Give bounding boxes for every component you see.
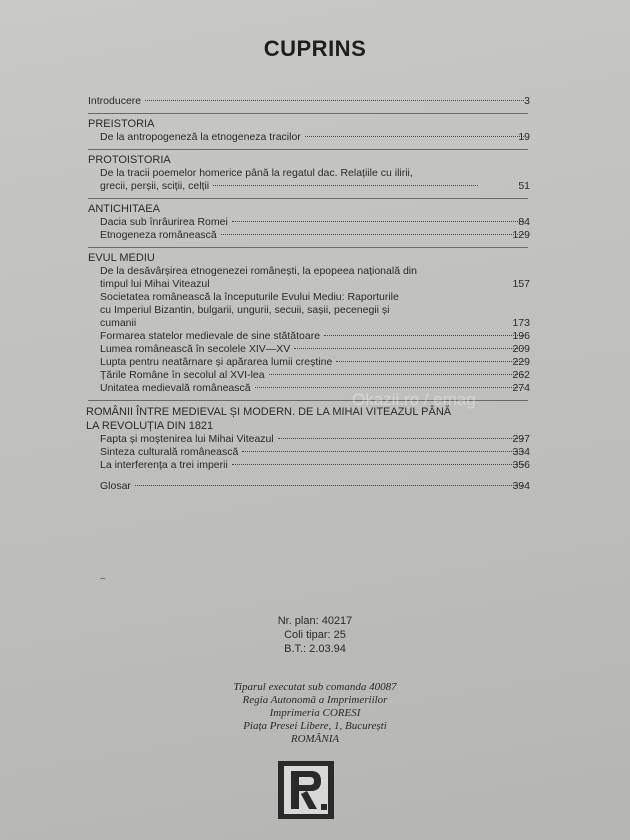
heading-line: ROMÂNII ÎNTRE MEDIEVAL ȘI MODERN. DE LA MIHAI VITEAZUL PÂNĂ — [86, 406, 452, 418]
stray-mark: ~ — [100, 574, 106, 585]
leader-dots — [145, 100, 524, 101]
heading-line: LA REVOLUȚIA DIN 1821 — [86, 420, 214, 432]
toc-entry[interactable] — [88, 446, 528, 459]
toc-entry[interactable] — [88, 131, 528, 144]
toc-label: Fapta și moștenirea lui Mihai Viteazul — [100, 433, 274, 445]
toc-label: De la antropogeneză la etnogeneza tracilor — [100, 131, 301, 143]
toc-entry[interactable] — [88, 330, 528, 343]
toc-page: 196 — [512, 330, 530, 342]
imprint-plan: Nr. plan: 40217 — [277, 615, 353, 627]
leader-dots — [294, 348, 524, 349]
toc-entry[interactable] — [88, 291, 528, 330]
toc-entry[interactable] — [88, 216, 528, 229]
toc-entry[interactable] — [88, 167, 528, 193]
toc-page: 394 — [512, 480, 530, 492]
section-divider — [88, 149, 528, 150]
toc-label-line: cu Imperiul Bizantin, bulgarii, ungurii, secuii, sașii, pecenegii și — [100, 304, 390, 316]
leader-dots — [269, 374, 524, 375]
toc-page: 297 — [512, 433, 530, 445]
printer-line: Imprimeria CORESI — [269, 707, 361, 719]
toc-page: 209 — [512, 343, 530, 355]
imprint-block — [0, 614, 630, 656]
toc-page: 84 — [518, 216, 530, 228]
toc-page: 51 — [518, 180, 530, 192]
toc-label-line: De la desăvârșirea etnogenezei românești, la epopeea națională din — [100, 265, 417, 277]
toc-label-line: De la tracii poemelor homerice până la regatul dac. Relațiile cu ilirii, — [100, 167, 413, 179]
imprint-coli: Coli tipar: 25 — [284, 629, 346, 641]
toc-page: 129 — [512, 229, 530, 241]
toc-label: Unitatea medievală românească — [100, 382, 251, 394]
leader-dots — [232, 464, 524, 465]
section-heading-evul-mediu: EVUL MEDIU — [88, 252, 155, 264]
section-heading-protoistoria: PROTOISTORIA — [88, 154, 171, 166]
toc-entry[interactable] — [88, 343, 528, 356]
toc-page: 19 — [518, 131, 530, 143]
leader-dots — [255, 387, 524, 388]
toc-page: 356 — [512, 459, 530, 471]
toc-entry[interactable] — [88, 229, 528, 242]
toc-page: 334 — [512, 446, 530, 458]
publisher-logo-icon — [277, 760, 335, 820]
leader-dots — [221, 234, 524, 235]
toc-label: Lumea românească în secolele XIV—XV — [100, 343, 291, 355]
toc-label: Lupta pentru neatârnare și apărarea lumii creștine — [100, 356, 333, 368]
toc-label: Etnogeneza românească — [100, 229, 217, 241]
toc-page: 229 — [512, 356, 530, 368]
toc-label-line: timpul lui Mihai Viteazul — [100, 278, 210, 290]
toc-page: 173 — [512, 317, 530, 329]
section-divider — [88, 113, 528, 114]
toc-page: 157 — [512, 278, 530, 290]
toc-entry[interactable] — [88, 459, 528, 472]
toc-entry[interactable] — [88, 265, 528, 291]
leader-dots — [232, 221, 524, 222]
toc-entry[interactable] — [88, 369, 528, 382]
printer-info — [0, 681, 630, 746]
toc-entry[interactable] — [88, 433, 528, 446]
toc-page: 262 — [512, 369, 530, 381]
section-heading-preistoria: PREISTORIA — [88, 118, 155, 130]
printer-line: ROMÂNIA — [290, 733, 340, 745]
leader-dots — [242, 451, 524, 452]
leader-dots — [305, 136, 524, 137]
page-title: CUPRINS — [263, 36, 367, 61]
leader-dots — [278, 438, 524, 439]
toc-label-line: cumanii — [100, 317, 137, 329]
toc-page: 3 — [524, 95, 530, 107]
printer-line: Piața Presei Libere, 1, București — [243, 720, 387, 732]
section-divider — [88, 247, 528, 248]
toc-entry[interactable] — [88, 356, 528, 369]
toc-entry-introducere[interactable] — [88, 95, 528, 108]
printer-line: Tiparul executat sub comanda 40087 — [233, 681, 397, 693]
imprint-bt: B.T.: 2.03.94 — [284, 643, 346, 655]
printer-line: Regia Autonomă a Imprimeriilor — [242, 694, 388, 706]
leader-dots — [135, 485, 524, 486]
toc-page: 274 — [512, 382, 530, 394]
toc-label: Țările Române în secolul al XVI-lea — [100, 369, 265, 381]
toc-entry-glosar[interactable] — [88, 480, 528, 493]
toc-label: La interferența a trei imperii — [100, 459, 228, 471]
toc-label: Dacia sub înrâurirea Romei — [100, 216, 228, 228]
leader-dots — [324, 335, 524, 336]
toc-label-line: grecii, perșii, sciții, celții — [100, 180, 210, 192]
toc-label: Formarea statelor medievale de sine stătătoare — [100, 330, 321, 342]
leader-dots — [336, 361, 524, 362]
table-of-contents — [88, 95, 528, 493]
section-divider — [88, 198, 528, 199]
leader-dots — [213, 185, 478, 186]
watermark: Okazii.ro / emag — [352, 390, 476, 409]
toc-label: Introducere — [88, 95, 142, 107]
toc-label: Glosar — [100, 480, 131, 492]
toc-label-line: Societatea românească la începuturile Evului Mediu: Raporturile — [100, 291, 399, 303]
toc-label: Sinteza culturală românească — [100, 446, 239, 458]
section-heading-antichitatea: ANTICHITAEA — [88, 203, 160, 215]
